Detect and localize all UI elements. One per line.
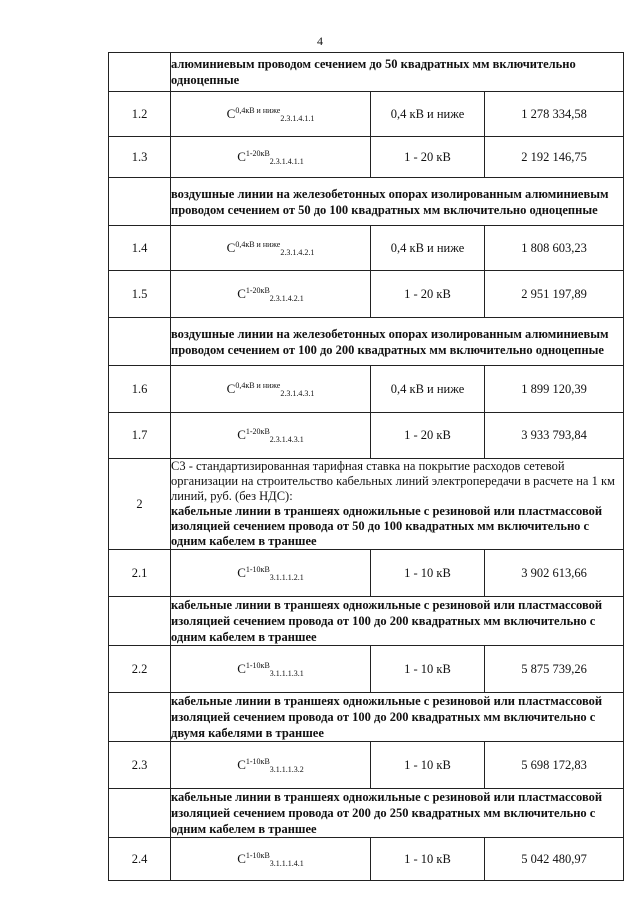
rate-symbol bbox=[237, 565, 304, 580]
row-number: 2.3 bbox=[109, 742, 171, 789]
rate-symbol-superscript: 1-10кВ bbox=[245, 850, 270, 860]
rate-symbol-base: C bbox=[226, 105, 236, 121]
section-description bbox=[171, 459, 624, 550]
voltage-class: 1 - 20 кВ bbox=[371, 271, 485, 318]
rate-symbol-superscript: 0,4кВ и ниже bbox=[235, 380, 281, 390]
voltage-class: 1 - 10 кВ bbox=[371, 646, 485, 693]
voltage-class: 1 - 10 кВ bbox=[371, 742, 485, 789]
row-number: 1.6 bbox=[109, 366, 171, 413]
rate-value: 3 902 613,66 bbox=[485, 550, 624, 597]
rate-symbol-subscript: 2.3.1.4.1.1 bbox=[269, 156, 304, 166]
line-type-description: воздушные линии на железобетонных опорах изолированным алюминиевым проводом сечением от 100 до 200 квадратных мм включительно одноцепные bbox=[171, 318, 624, 366]
rate-value: 5 042 480,97 bbox=[485, 838, 624, 881]
table-row bbox=[109, 646, 624, 693]
rate-symbol-base: C bbox=[237, 850, 246, 866]
rate-code bbox=[171, 366, 371, 413]
group-header-row bbox=[109, 178, 624, 226]
page-number: 4 bbox=[317, 34, 323, 48]
rate-symbol-subscript: 2.3.1.4.1.1 bbox=[280, 113, 315, 123]
line-type-description: кабельные линии в траншеях одножильные с резиновой или пластмассовой изоляцией сечением провода от 100 до 200 квадратных мм включительно с одним кабелем в траншее bbox=[171, 597, 624, 646]
table-row bbox=[109, 550, 624, 597]
table-row bbox=[109, 742, 624, 789]
rate-value: 5 698 172,83 bbox=[485, 742, 624, 789]
rate-value: 3 933 793,84 bbox=[485, 413, 624, 459]
rate-symbol bbox=[227, 381, 315, 396]
line-type-description: алюминиевым проводом сечением до 50 квадратных мм включительно одноцепные bbox=[171, 53, 624, 92]
group-header-row bbox=[109, 459, 624, 550]
table-row bbox=[109, 92, 624, 137]
rate-symbol-base: C bbox=[237, 564, 246, 580]
rate-symbol bbox=[237, 427, 304, 442]
rate-symbol-base: C bbox=[226, 380, 236, 396]
table-row bbox=[109, 271, 624, 318]
empty-number-cell bbox=[109, 178, 171, 226]
section-intro: С3 - стандартизированная тарифная ставка на покрытие расходов сетевой организации на строительство кабельных линий электропередачи в расчете на 1 км линий, руб. (без НДС): bbox=[171, 459, 615, 503]
rate-symbol bbox=[227, 240, 315, 255]
empty-number-cell bbox=[109, 693, 171, 742]
tariff-table bbox=[108, 52, 624, 881]
rate-symbol-superscript: 1-10кВ bbox=[245, 756, 270, 766]
rate-symbol-subscript: 3.1.1.1.2.1 bbox=[269, 572, 304, 582]
rate-symbol bbox=[237, 149, 304, 164]
rate-symbol-superscript: 1-10кВ bbox=[245, 564, 270, 574]
empty-number-cell bbox=[109, 597, 171, 646]
rate-symbol-subscript: 2.3.1.4.2.1 bbox=[280, 247, 315, 257]
voltage-class: 0,4 кВ и ниже bbox=[371, 92, 485, 137]
rate-symbol-superscript: 0,4кВ и ниже bbox=[235, 239, 281, 249]
rate-symbol bbox=[237, 661, 304, 676]
rate-symbol-base: C bbox=[237, 427, 246, 442]
rate-value: 1 808 603,23 bbox=[485, 226, 624, 271]
empty-number-cell bbox=[109, 53, 171, 92]
rate-symbol-superscript: 1-10кВ bbox=[245, 660, 270, 670]
row-number: 1.7 bbox=[109, 413, 171, 459]
row-number: 1.2 bbox=[109, 92, 171, 137]
row-number: 1.4 bbox=[109, 226, 171, 271]
rate-code bbox=[171, 838, 371, 881]
rate-code bbox=[171, 413, 371, 459]
rate-symbol-superscript: 1-20кВ bbox=[245, 148, 270, 158]
empty-number-cell bbox=[109, 789, 171, 838]
rate-symbol-superscript: 0,4кВ и ниже bbox=[235, 105, 281, 115]
empty-number-cell bbox=[109, 318, 171, 366]
rate-symbol-superscript: 1-20кВ bbox=[245, 427, 270, 436]
line-type-description: кабельные линии в траншеях одножильные с резиновой или пластмассовой изоляцией сечением провода от 200 до 250 квадратных мм включительно с одним кабелем в траншее bbox=[171, 789, 624, 838]
table-row bbox=[109, 226, 624, 271]
rate-symbol-base: C bbox=[237, 148, 246, 164]
rate-symbol-subscript: 2.3.1.4.2.1 bbox=[269, 293, 304, 303]
row-number: 2.2 bbox=[109, 646, 171, 693]
rate-symbol-superscript: 1-20кВ bbox=[245, 285, 270, 295]
rate-symbol-base: C bbox=[226, 239, 236, 255]
group-header-row bbox=[109, 789, 624, 838]
rate-code bbox=[171, 742, 371, 789]
line-type-description: воздушные линии на железобетонных опорах изолированным алюминиевым проводом сечением от 50 до 100 квадратных мм включительно одноцепные bbox=[171, 178, 624, 226]
tariff-table-body bbox=[109, 53, 624, 881]
rate-symbol-subscript: 3.1.1.1.3.2 bbox=[269, 764, 304, 774]
rate-symbol bbox=[237, 851, 304, 866]
rate-code bbox=[171, 550, 371, 597]
rate-symbol-subscript: 2.3.1.4.3.1 bbox=[280, 388, 315, 398]
rate-symbol bbox=[237, 757, 304, 772]
table-row bbox=[109, 137, 624, 178]
rate-code bbox=[171, 137, 371, 178]
rate-symbol-base: C bbox=[237, 660, 246, 676]
rate-code bbox=[171, 226, 371, 271]
row-number: 2 bbox=[109, 459, 171, 550]
row-number: 1.3 bbox=[109, 137, 171, 178]
table-row bbox=[109, 366, 624, 413]
rate-symbol-subscript: 3.1.1.1.4.1 bbox=[269, 858, 304, 868]
rate-value: 5 875 739,26 bbox=[485, 646, 624, 693]
group-header-row bbox=[109, 53, 624, 92]
table-row bbox=[109, 838, 624, 881]
rate-symbol-subscript: 3.1.1.1.3.1 bbox=[269, 668, 304, 678]
voltage-class: 1 - 10 кВ bbox=[371, 550, 485, 597]
line-type-description: кабельные линии в траншеях одножильные с резиновой или пластмассовой изоляцией сечением провода от 100 до 200 квадратных мм включительно с двумя кабелями в траншее bbox=[171, 693, 624, 742]
voltage-class: 1 - 20 кВ bbox=[371, 137, 485, 178]
voltage-class: 1 - 10 кВ bbox=[371, 838, 485, 881]
rate-value: 2 951 197,89 bbox=[485, 271, 624, 318]
rate-code bbox=[171, 646, 371, 693]
rate-symbol-base: C bbox=[237, 756, 246, 772]
rate-symbol bbox=[227, 106, 315, 121]
row-number: 1.5 bbox=[109, 271, 171, 318]
group-header-row bbox=[109, 693, 624, 742]
voltage-class: 0,4 кВ и ниже bbox=[371, 366, 485, 413]
voltage-class: 1 - 20 кВ bbox=[371, 413, 485, 459]
row-number: 2.4 bbox=[109, 838, 171, 881]
group-header-row bbox=[109, 318, 624, 366]
rate-code bbox=[171, 92, 371, 137]
table-row bbox=[109, 413, 624, 459]
row-number: 2.1 bbox=[109, 550, 171, 597]
rate-symbol-base: C bbox=[237, 285, 246, 301]
rate-value: 1 899 120,39 bbox=[485, 366, 624, 413]
rate-symbol bbox=[237, 286, 304, 301]
voltage-class: 0,4 кВ и ниже bbox=[371, 226, 485, 271]
rate-symbol-subscript: 2.3.1.4.3.1 bbox=[269, 435, 304, 444]
group-header-row bbox=[109, 597, 624, 646]
rate-code bbox=[171, 271, 371, 318]
line-type-description: кабельные линии в траншеях одножильные с резиновой или пластмассовой изоляцией сечением провода от 50 до 100 квадратных мм включительно с одним кабелем в траншее bbox=[171, 504, 603, 548]
rate-value: 1 278 334,58 bbox=[485, 92, 624, 137]
rate-value: 2 192 146,75 bbox=[485, 137, 624, 178]
